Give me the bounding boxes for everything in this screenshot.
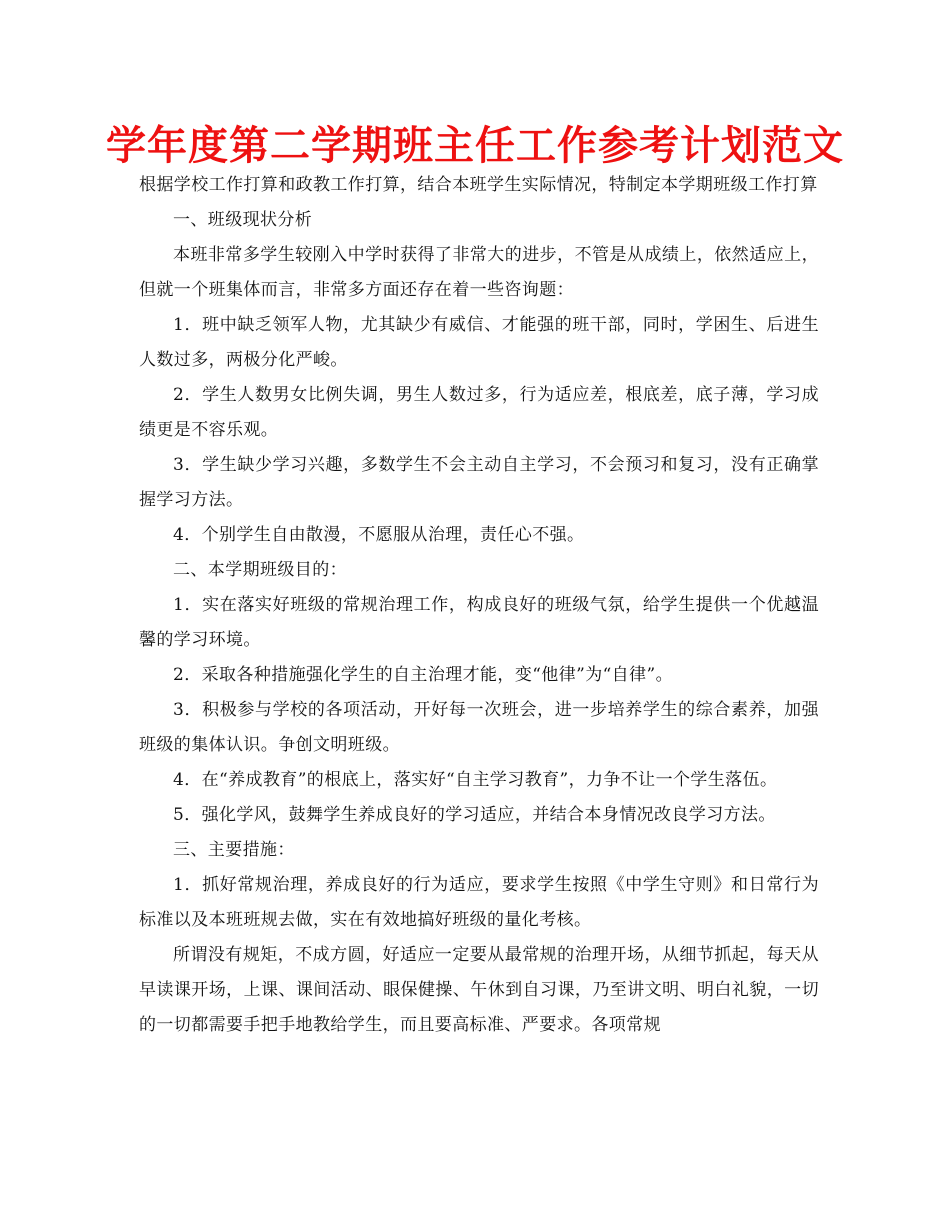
paragraph: 根据学校工作打算和政教工作打算，结合本班学生实际情况，特制定本学期班级工作打算 [139,175,818,195]
paragraph: 所谓没有规矩，不成方圆，好适应一定要从最常规的治理开场，从细节抓起，每天从早读课开场，上课、课间活动、眼保健操、午休到自习课，乃至讲文明、明白礼貌，一切的一切都需要手把手地教给学生，而且要高标准、严要求。各项常规 [139,945,819,1035]
paragraph: 3．学生缺少学习兴趣，多数学生不会主动自主学习，不会预习和复习，没有正确掌握学习方法。 [139,455,819,510]
document-body [139,168,819,1043]
paragraph: 5．强化学风，鼓舞学生养成良好的学习适应，并结合本身情况改良学习方法。 [173,805,776,825]
document-title: 学年度第二学期班主任工作参考计划范文 [106,123,844,169]
paragraph: 3．积极参与学校的各项活动，开好每一次班会，进一步培养学生的综合素养，加强班级的集体认识。争创文明班级。 [139,700,819,755]
paragraph: 二、本学期班级目的： [173,560,347,580]
paragraph: 4．个别学生自由散漫，不愿服从治理，责任心不强。 [173,525,585,545]
paragraph: 三、主要措施： [173,840,295,860]
paragraph: 2．采取各种措施强化学生的自主治理才能，变“他律”为“自律”。 [173,665,673,685]
paragraph: 1．班中缺乏领军人物，尤其缺少有威信、才能强的班干部，同时，学困生、后进生人数过多，两极分化严峻。 [139,315,819,370]
paragraph: 4．在“养成教育”的根底上，落实好“自主学习教育”，力争不让一个学生落伍。 [173,770,778,790]
paragraph: 一、班级现状分析 [173,210,313,230]
paragraph: 1．抓好常规治理，养成良好的行为适应，要求学生按照《中学生守则》和日常行为标准以及本班班规去做，实在有效地搞好班级的量化考核。 [139,875,819,930]
paragraph: 2．学生人数男女比例失调，男生人数过多，行为适应差，根底差，底子薄，学习成绩更是不容乐观。 [139,385,819,440]
paragraph: 1．实在落实好班级的常规治理工作，构成良好的班级气氛，给学生提供一个优越温馨的学习环境。 [139,595,819,650]
paragraph: 本班非常多学生较刚入中学时获得了非常大的进步，不管是从成绩上，依然适应上，但就一个班集体而言，非常多方面还存在着一些咨询题： [139,245,819,300]
